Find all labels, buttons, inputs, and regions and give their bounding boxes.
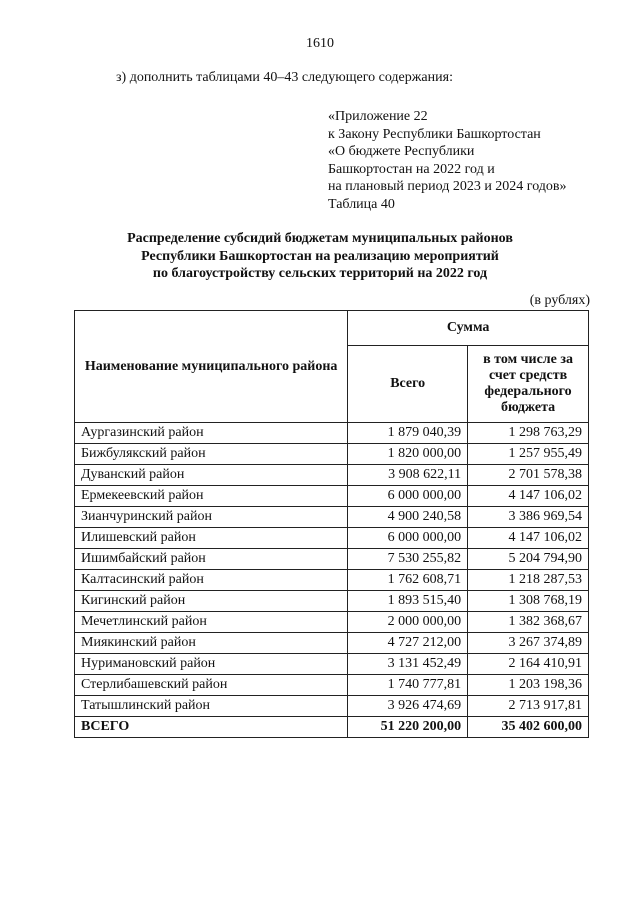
federal-amount: 2 164 410,91 [468, 654, 589, 675]
total-amount: 1 893 515,40 [348, 591, 468, 612]
federal-amount: 1 308 768,19 [468, 591, 589, 612]
table-row [75, 465, 589, 486]
column-header-total: Всего [348, 346, 468, 423]
district-name: Стерлибашевский район [75, 675, 348, 696]
table-row [75, 486, 589, 507]
table-row [75, 423, 589, 444]
federal-amount: 2 713 917,81 [468, 696, 589, 717]
table-row [75, 612, 589, 633]
table-row [75, 570, 589, 591]
district-name: Ишимбайский район [75, 549, 348, 570]
district-name: Калтасинский район [75, 570, 348, 591]
total-amount: 3 926 474,69 [348, 696, 468, 717]
federal-amount: 1 257 955,49 [468, 444, 589, 465]
total-amount: 4 900 240,58 [348, 507, 468, 528]
total-amount: 1 820 000,00 [348, 444, 468, 465]
table-row [75, 528, 589, 549]
total-amount: 1 740 777,81 [348, 675, 468, 696]
total-amount: 1 879 040,39 [348, 423, 468, 444]
title-line: по благоустройству сельских территорий на 2022 год [152, 266, 488, 281]
district-name: Нуримановский район [75, 654, 348, 675]
grand-total-federal: 35 402 600,00 [468, 717, 589, 738]
federal-amount: 1 203 198,36 [468, 675, 589, 696]
district-name: Бижбулякский район [75, 444, 348, 465]
table-row [75, 444, 589, 465]
total-amount: 3 131 452,49 [348, 654, 468, 675]
subsidy-table [74, 310, 589, 738]
district-name: Илишевский район [75, 528, 348, 549]
total-label: ВСЕГО [75, 717, 348, 738]
table-row [75, 675, 589, 696]
appendix-reference [328, 108, 567, 213]
district-name: Зианчуринский район [75, 507, 348, 528]
grand-total-amount: 51 220 200,00 [348, 717, 468, 738]
district-name: Татышлинский район [75, 696, 348, 717]
total-amount: 6 000 000,00 [348, 528, 468, 549]
column-header-sum: Сумма [348, 311, 589, 346]
federal-amount: 2 701 578,38 [468, 465, 589, 486]
federal-amount: 1 218 287,53 [468, 570, 589, 591]
total-amount: 2 000 000,00 [348, 612, 468, 633]
page-number: 1610 [306, 36, 334, 51]
federal-amount: 4 147 106,02 [468, 528, 589, 549]
table-row [75, 696, 589, 717]
appendix-line: к Закону Республики Башкортостан [328, 126, 541, 142]
total-row [75, 717, 589, 738]
district-name: Мечетлинский район [75, 612, 348, 633]
table-row [75, 633, 589, 654]
appendix-line: на плановый период 2023 и 2024 годов» [328, 179, 567, 194]
table-row [75, 591, 589, 612]
total-amount: 1 762 608,71 [348, 570, 468, 591]
federal-amount: 3 386 969,54 [468, 507, 589, 528]
district-name: Ермекеевский район [75, 486, 348, 507]
district-name: Кигинский район [75, 591, 348, 612]
column-header-federal: в том числе за счет средств федерального бюджета [468, 346, 589, 423]
table-body [75, 423, 589, 738]
total-amount: 3 908 622,11 [348, 465, 468, 486]
federal-amount: 4 147 106,02 [468, 486, 589, 507]
units-label: (в рублях) [529, 293, 590, 308]
appendix-line: «О бюджете Республики [328, 144, 475, 159]
table-row [75, 549, 589, 570]
federal-amount: 1 298 763,29 [468, 423, 589, 444]
district-name: Миякинский район [75, 633, 348, 654]
title-line: Распределение субсидий бюджетам муниципальных районов [127, 231, 513, 246]
intro-text: з) дополнить таблицами 40–43 следующего содержания: [116, 70, 453, 85]
total-amount: 4 727 212,00 [348, 633, 468, 654]
total-amount: 7 530 255,82 [348, 549, 468, 570]
table-row [75, 507, 589, 528]
table-title [60, 230, 580, 283]
table-number: Таблица 40 [328, 196, 395, 212]
title-line: Республики Башкортостан на реализацию мероприятий [141, 248, 499, 264]
appendix-line: Башкортостан на 2022 год и [328, 161, 495, 177]
district-name: Дуванский район [75, 465, 348, 486]
federal-amount: 1 382 368,67 [468, 612, 589, 633]
district-name: Аургазинский район [75, 423, 348, 444]
column-header-name: Наименование муниципального района [75, 311, 348, 423]
federal-amount: 3 267 374,89 [468, 633, 589, 654]
table-row [75, 654, 589, 675]
federal-amount: 5 204 794,90 [468, 549, 589, 570]
total-amount: 6 000 000,00 [348, 486, 468, 507]
appendix-line: «Приложение 22 [328, 109, 428, 124]
